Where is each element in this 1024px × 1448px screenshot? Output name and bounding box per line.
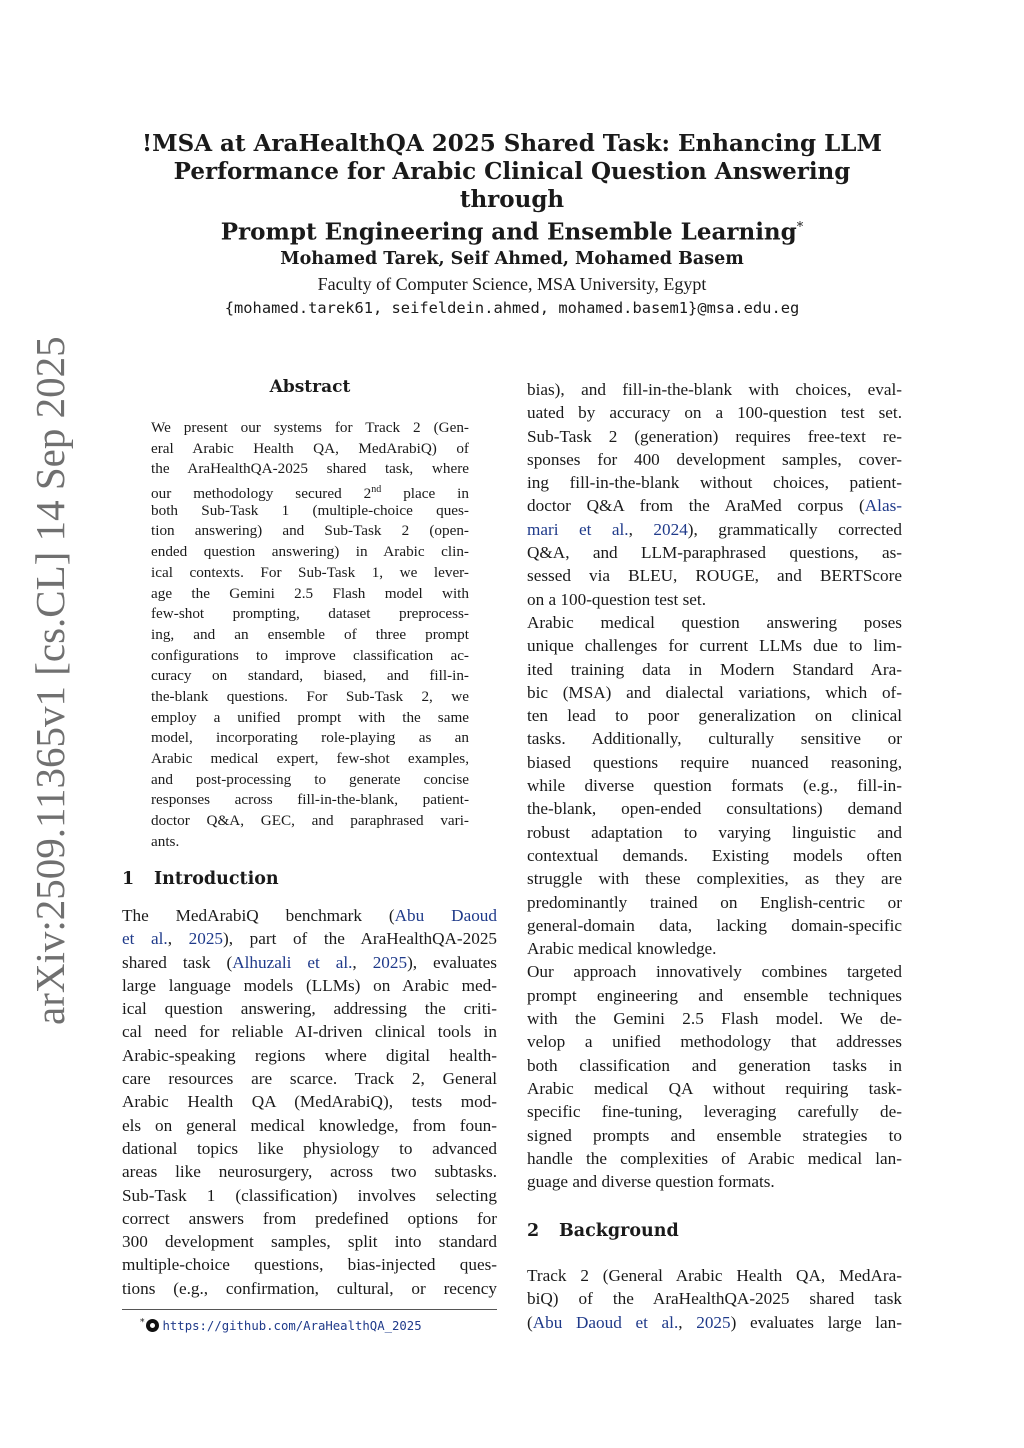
intro-line: robust adaptation to varying linguistic and bbox=[527, 822, 902, 842]
abstract-line: employ a unified prompt with the same bbox=[151, 708, 469, 726]
abstract-line: model, incorporating role-playing as an bbox=[151, 729, 469, 747]
abstract-line: tion answering) and Sub-Task 2 (open- bbox=[151, 522, 469, 540]
affiliation: Faculty of Computer Science, MSA University, Egypt bbox=[317, 274, 707, 294]
intro-line: Q&A, and LLM-paraphrased questions, as- bbox=[527, 543, 902, 563]
introduction-continued bbox=[527, 378, 902, 1193]
abstract-line: eral Arabic Health QA, MedArabiQ) of bbox=[151, 439, 469, 457]
intro-line-with-citation: et al., 2025), part of the AraHealthQA-2025 bbox=[122, 929, 498, 949]
background-line: Track 2 (General Arabic Health QA, MedAra- bbox=[527, 1266, 902, 1285]
intro-line: while diverse question formats (e.g., fill-in- bbox=[527, 776, 902, 796]
intro-line: correct answers from predefined options for bbox=[122, 1208, 497, 1228]
abstract-line: curacy on standard, biased, and fill-in- bbox=[151, 667, 469, 685]
intro-line: uated by accuracy on a 100-question test set. bbox=[527, 403, 902, 423]
title-line-1: !MSA at AraHealthQA 2025 Shared Task: Enhancing LLM bbox=[142, 130, 882, 157]
intro-line: bias), and fill-in-the-blank with choices, eval- bbox=[527, 380, 902, 399]
footnote-mark: * bbox=[140, 1318, 145, 1328]
section-title: Introduction bbox=[154, 869, 279, 889]
intro-line: ical question answering, addressing the criti- bbox=[122, 999, 497, 1019]
intro-line-with-citation: mari et al., 2024), grammatically corrected bbox=[527, 519, 902, 539]
abstract-line: Arabic medical expert, few-shot examples, bbox=[151, 750, 469, 767]
section-heading-background bbox=[527, 1221, 679, 1241]
background-line-with-citation: (Abu Daoud et al., 2025) evaluates large lan- bbox=[527, 1312, 903, 1332]
intro-line-with-citation: shared task (Alhuzali et al., 2025), evaluates bbox=[122, 952, 497, 972]
intro-line: tions (e.g., confirmation, cultural, or recency bbox=[122, 1278, 497, 1298]
abstract-line: ants. bbox=[151, 832, 180, 850]
abstract-line: both Sub-Task 1 (multiple-choice ques- bbox=[151, 501, 469, 519]
intro-line: Arabic Health QA (MedArabiQ), tests mod- bbox=[122, 1092, 497, 1112]
introduction-body bbox=[122, 904, 497, 1300]
intro-line: bic (MSA) and dialectal variations, which of- bbox=[527, 682, 902, 702]
title-line-3: Prompt Engineering and Ensemble Learning bbox=[220, 218, 797, 246]
intro-line: prompt engineering and ensemble techniques bbox=[527, 985, 902, 1005]
intro-line: 300 development samples, split into standard bbox=[122, 1232, 497, 1252]
background-body bbox=[527, 1264, 902, 1334]
abstract-line: few-shot prompting, dataset preprocess- bbox=[151, 605, 469, 623]
intro-line: biased questions require nuanced reasoning, bbox=[527, 752, 902, 772]
intro-line: handle the complexities of Arabic medical lan- bbox=[527, 1148, 902, 1168]
intro-line: large language models (LLMs) on Arabic med- bbox=[122, 975, 497, 995]
intro-line: multiple-choice questions, bias-injected ques- bbox=[122, 1255, 497, 1275]
abstract-heading: Abstract bbox=[269, 377, 351, 397]
abstract-line-with-ordinal: our methodology secured 2nd place in bbox=[151, 484, 469, 503]
intro-line: Sub-Task 2 (generation) requires free-text re- bbox=[527, 426, 902, 446]
footnote bbox=[140, 1314, 422, 1335]
abstract-line: ing, and an ensemble of three prompt bbox=[151, 625, 469, 643]
intro-line: general-domain data, lacking domain-specific bbox=[527, 915, 902, 935]
intro-line: specific fine-tuning, leveraging carefully de- bbox=[527, 1102, 902, 1122]
intro-line: struggle with these complexities, as they are bbox=[527, 869, 902, 889]
intro-line: unique challenges for current LLMs due to lim- bbox=[527, 636, 902, 656]
abstract-line: responses across fill-in-the-blank, patient- bbox=[151, 791, 469, 809]
intro-line: Arabic medical QA without requiring task- bbox=[527, 1078, 902, 1098]
abstract-line: configurations to improve classification ac- bbox=[151, 646, 469, 664]
intro-line: dational topics like physiology to advanced bbox=[122, 1138, 497, 1158]
abstract-line: the-blank questions. For Sub-Task 2, we bbox=[151, 687, 469, 705]
intro-line: Arabic-speaking regions where digital health- bbox=[122, 1045, 497, 1065]
github-icon bbox=[146, 1319, 159, 1332]
intro-line: care resources are scarce. Track 2, General bbox=[122, 1069, 497, 1089]
background-line: biQ) of the AraHealthQA-2025 shared task bbox=[527, 1289, 902, 1309]
abstract-line: ended question answering) in Arabic clin- bbox=[151, 543, 469, 561]
intro-line: sessed via BLEU, ROUGE, and BERTScore bbox=[527, 566, 902, 586]
intro-line: predominantly trained on English-centric or bbox=[527, 892, 902, 912]
intro-line: ing fill-in-the-blank without choices, patient- bbox=[527, 473, 902, 493]
abstract-line: We present our systems for Track 2 (Gen- bbox=[151, 419, 469, 436]
intro-line: areas like neurosurgery, across two subtasks. bbox=[122, 1162, 497, 1182]
section-number: 2 bbox=[527, 1221, 540, 1241]
title-line-2: Performance for Arabic Clinical Question Answering through bbox=[173, 158, 851, 213]
abstract-line: ical contexts. For Sub-Task 1, we lever- bbox=[151, 563, 469, 581]
abstract-line: doctor Q&A, GEC, and paraphrased vari- bbox=[151, 812, 469, 830]
section-title: Background bbox=[559, 1221, 679, 1241]
intro-line-with-citation: The MedArabiQ benchmark (Abu Daoud bbox=[122, 906, 497, 925]
section-number: 1 bbox=[122, 869, 135, 889]
intro-line: Sub-Task 1 (classification) involves selecting bbox=[122, 1185, 497, 1205]
abstract-line: age the Gemini 2.5 Flash model with bbox=[151, 584, 469, 602]
intro-line: sponses for 400 development samples, cover- bbox=[527, 449, 902, 469]
intro-line: els on general medical knowledge, from foun- bbox=[122, 1115, 497, 1135]
intro-line: tasks. Additionally, culturally sensitive or bbox=[527, 729, 902, 749]
intro-line: with the Gemini 2.5 Flash model. We de- bbox=[527, 1009, 902, 1029]
footnote-rule bbox=[122, 1309, 497, 1310]
intro-line: contextual demands. Existing models often bbox=[527, 845, 902, 865]
intro-line: both classification and generation tasks in bbox=[527, 1055, 902, 1075]
intro-line: Arabic medical knowledge. bbox=[527, 939, 717, 959]
intro-line: cal need for reliable AI-driven clinical tools in bbox=[122, 1022, 497, 1042]
arxiv-identifier-stamp: arXiv:2509.11365v1 [cs.CL] 14 Sep 2025 bbox=[27, 336, 73, 1025]
footnote-link[interactable]: https://github.com/AraHealthQA_2025 bbox=[162, 1319, 422, 1334]
abstract-text bbox=[151, 418, 469, 852]
intro-line: Arabic medical question answering poses bbox=[527, 612, 902, 632]
title-footnote-mark: * bbox=[796, 220, 804, 235]
intro-line: Our approach innovatively combines targeted bbox=[527, 962, 902, 982]
intro-line: ten lead to poor generalization on clinical bbox=[527, 706, 902, 726]
intro-line: signed prompts and ensemble strategies to bbox=[527, 1125, 902, 1145]
intro-line: ited training data in Modern Standard Ara- bbox=[527, 659, 902, 679]
author-list: Mohamed Tarek, Seif Ahmed, Mohamed Basem bbox=[280, 249, 744, 269]
paper-title bbox=[120, 130, 904, 247]
intro-line: the-blank, open-ended consultations) demand bbox=[527, 799, 902, 819]
intro-line: velop a unified methodology that addresses bbox=[527, 1032, 902, 1052]
abstract-line: and post-processing to generate concise bbox=[151, 770, 469, 788]
abstract-line: the AraHealthQA-2025 shared task, where bbox=[151, 460, 469, 478]
intro-line: on a 100-question test set. bbox=[527, 589, 707, 609]
author-emails: {mohamed.tarek61, seifeldein.ahmed, mohamed.basem1}@msa.edu.eg bbox=[224, 299, 800, 317]
intro-line-with-citation: doctor Q&A from the AraMed corpus (Alas- bbox=[527, 496, 902, 516]
section-heading-introduction bbox=[122, 869, 279, 889]
intro-line: guage and diverse question formats. bbox=[527, 1172, 775, 1192]
